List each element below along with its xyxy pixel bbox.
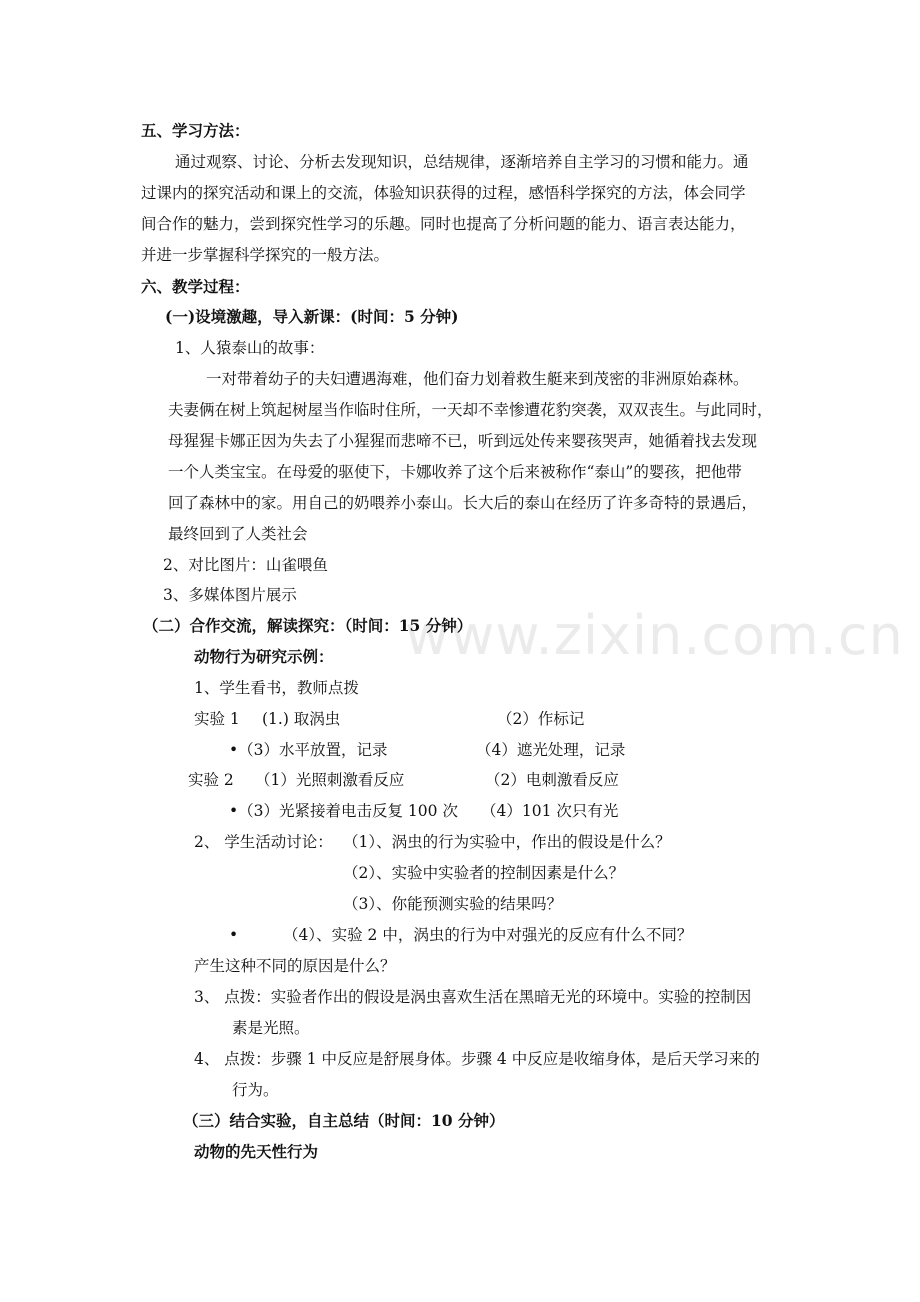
part2-step4-line: 行为。 [232,1081,279,1099]
story-line: 夫妻俩在树上筑起树屋当作临时住所，一天却不幸惨遭花豹突袭，双双丧生。与此同时， [168,401,773,419]
exp1-step-d: （4）遮光处理，记录 [476,741,626,759]
part1-item1-title: 1、人猿泰山的故事： [175,339,325,357]
section5-paragraph-line: 间合作的魅力，尝到探究性学习的乐趣。同时也提高了分析问题的能力、语言表达能力， [141,215,746,233]
section5-paragraph-line: 通过观察、讨论、分析去发现知识，总结规律，逐渐培养自主学习的习惯和能力。通 [175,153,749,171]
discussion-question: （4）、实验 2 中，涡虫的行为中对强光的反应有什么不同？ [283,926,693,944]
discussion-question: （3）、你能预测实验的结果吗？ [343,895,563,913]
part2-step4-line: 4、 点拨：步骤 1 中反应是舒展身体。步骤 4 中反应是收缩身体，是后天学习来的 [194,1050,760,1068]
exp2-step-a: （1）光照刺激看反应 [255,771,405,789]
discussion-question: （2）、实验中实验者的控制因素是什么？ [343,864,625,882]
exp1-step-b: （2）作标记 [497,710,585,728]
part2-step1: 1、学生看书，教师点拨 [194,679,359,697]
part2-step3-line: 素是光照。 [232,1019,310,1037]
exp1-label: 实验 1 [194,710,240,728]
discussion-question: （1）、涡虫的行为实验中，作出的假设是什么？ [343,833,671,851]
part1-item2: 2、对比图片：山雀喂鱼 [163,556,328,574]
discussion-bullet: • [229,926,239,944]
watermark: www.zixin.com.cn [405,604,904,667]
part1-item3: 3、多媒体图片展示 [163,586,297,604]
part3-heading: （三）结合实验，自主总结（时间：10 分钟） [183,1111,505,1130]
story-line: 最终回到了人类社会 [168,525,308,543]
section6-heading: 六、教学过程： [141,277,250,296]
exp2-step-c: •（3）光紧接着电击反复 100 次 [229,802,458,820]
part2-step3-line: 3、 点拨：实验者作出的假设是涡虫喜欢生活在黑暗无光的环境中。实验的控制因 [194,988,752,1006]
part2-heading: （二）合作交流，解读探究：（时间：15 分钟） [143,616,473,635]
exp1-step-a: (1.) 取涡虫 [262,710,341,728]
exp2-step-b: （2）电刺激看反应 [485,771,619,789]
discussion-question-continued: 产生这种不同的原因是什么？ [194,957,396,975]
story-line: 一对带着幼子的夫妇遭遇海难，他们奋力划着救生艇来到茂密的非洲原始森林。 [206,370,749,388]
part1-heading: (一)设境激趣，导入新课：(时间：5 分钟) [165,307,459,326]
exp2-step-d: （4）101 次只有光 [481,802,619,820]
story-line: 回了森林中的家。用自己的奶喂养小泰山。长大后的泰山在经历了许多奇特的景遇后， [168,494,758,512]
story-line: 一个人类宝宝。在母爱的驱使下，卡娜收养了这个后来被称作“泰山”的婴孩，把他带 [168,463,742,481]
section5-paragraph-line: 过课内的探究活动和课上的交流，体验知识获得的过程，感悟科学探究的方法，体会同学 [141,184,746,202]
story-line: 母猩猩卡娜正因为失去了小猩猩而悲啼不已，听到远处传来婴孩哭声，她循着找去发现 [168,432,758,450]
section5-heading: 五、学习方法： [141,121,250,140]
part3-subheading: 动物的先天性行为 [194,1142,319,1161]
exp2-label: 实验 2 [188,771,234,789]
section5-paragraph-line: 并进一步掌握科学探究的一般方法。 [141,246,390,264]
part2-subheading: 动物行为研究示例： [194,647,334,666]
part2-step2-label: 2、 学生活动讨论： [194,833,333,851]
exp1-step-c: •（3）水平放置，记录 [229,741,388,759]
